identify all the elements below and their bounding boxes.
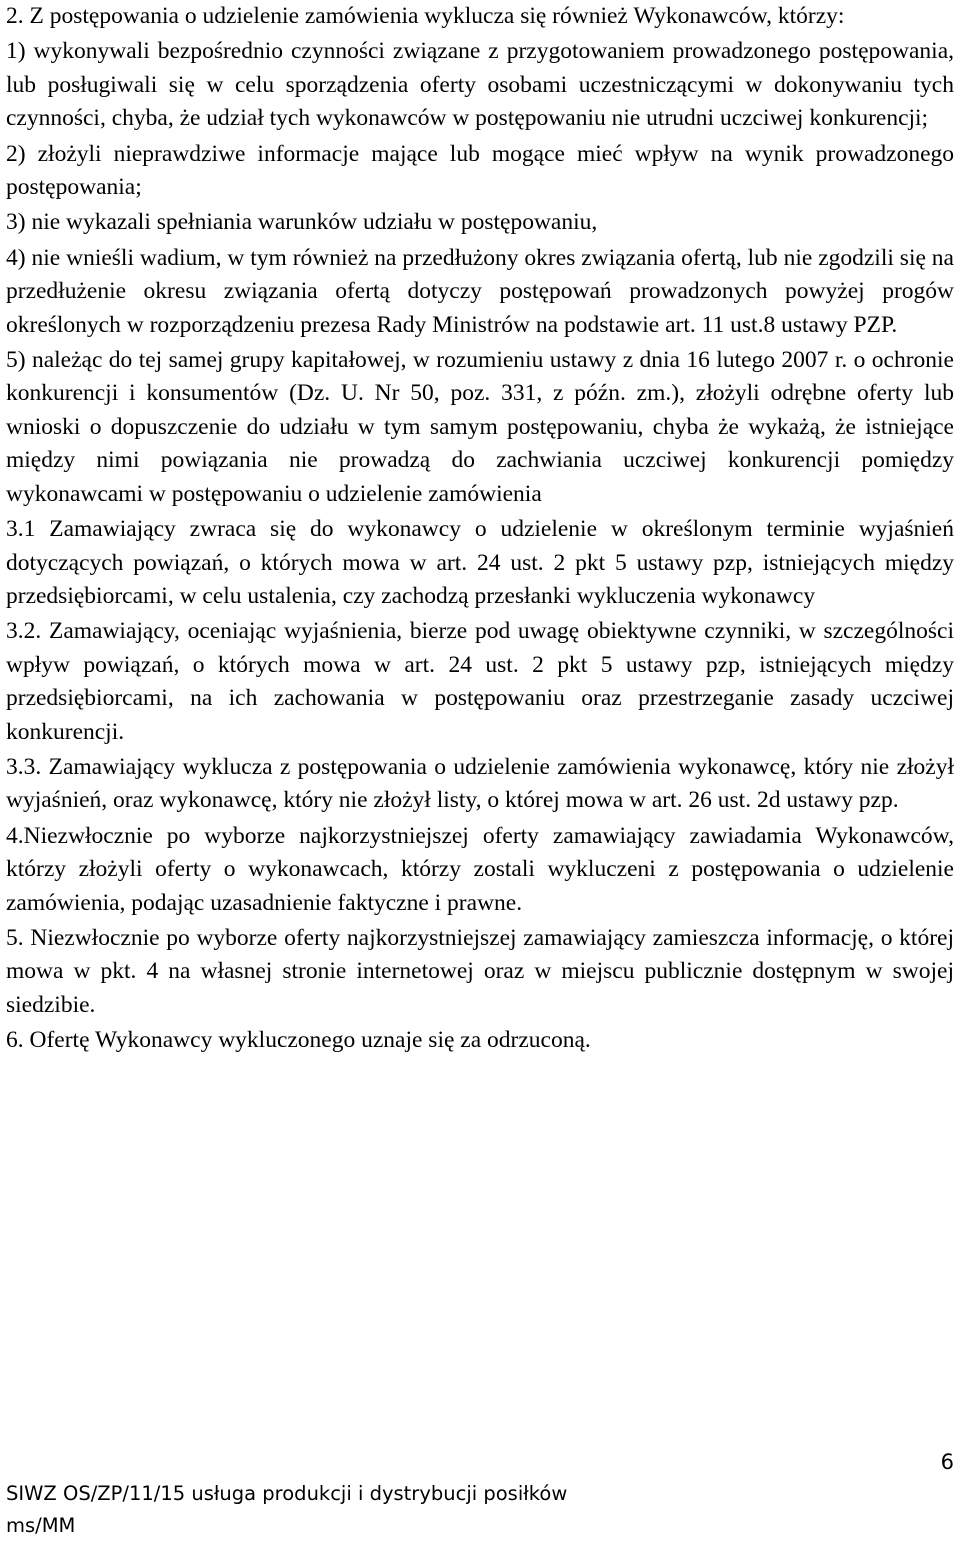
paragraph-item-5: 5) należąc do tej samej grupy kapitałowej, w rozumieniu ustawy z dnia 16 lutego 2007 r. o ochronie konkurencji i konsumentów (Dz. U. Nr 50, poz. 331, z późn. zm.), złożyli odrębne oferty lub wnioski o dopuszczenie do udziału w tym samym postępowaniu, chyba że wykażą, że istniejące między nimi powiązania nie prowadzą do zachwiania uczciwej konkurencji pomiędzy wykonawcami w postępowaniu o udzielenie zamówienia bbox=[6, 347, 954, 507]
footer-initials: ms/MM bbox=[6, 1514, 76, 1537]
footer bbox=[6, 1478, 567, 1542]
document-body bbox=[6, 0, 954, 1060]
paragraph-item-3: 3) nie wykazali spełniania warunków udziału w postępowaniu, bbox=[6, 209, 598, 236]
paragraph-5: 5. Niezwłocznie po wyborze oferty najkorzystniejszej zamawiający zamieszcza informację, o której mowa w pkt. 4 na własnej stronie internetowej oraz w miejscu publicznie dostępnym w swojej siedzibie. bbox=[6, 924, 954, 1018]
paragraph-2-intro: 2. Z postępowania o udzielenie zamówienia wyklucza się również Wykonawców, którzy: bbox=[6, 3, 845, 29]
paragraph-item-4: 4) nie wnieśli wadium, w tym również na przedłużony okres związania ofertą, lub nie zgodzili się na przedłużenie okresu związania ofertą dotyczy postępowań prowadzonych powyżej progów określonych w rozporządzeniu prezesa Rady Ministrów na podstawie art. 11 ust.8 ustawy PZP. bbox=[6, 244, 954, 338]
paragraph-3-3: 3.3. Zamawiający wyklucza z postępowania o udzielenie zamówienia wykonawcę, który nie złożył wyjaśnień, oraz wykonawcę, który nie złożył listy, o której mowa w art. 26 ust. 2d ustawy pzp. bbox=[6, 753, 954, 814]
paragraph-4: 4.Niezwłocznie po wyborze najkorzystniejszej oferty zamawiający zawiadamia Wykonawców, którzy złożyli oferty o wykonawcach, którzy zostali wykluczeni z postępowania o udzielenie zamówienia, podając uzasadnienie faktyczne i prawne. bbox=[6, 822, 954, 916]
paragraph-6: 6. Ofertę Wykonawcy wykluczonego uznaje się za odrzuconą. bbox=[6, 1027, 591, 1054]
paragraph-3-1: 3.1 Zamawiający zwraca się do wykonawcy o udzielenie w określonym terminie wyjaśnień dotyczących powiązań, o których mowa w art. 24 ust. 2 pkt 5 ustawy pzp, istniejących między przedsiębiorcami, w celu ustalenia, czy zachodzą przesłanki wykluczenia wykonawcy bbox=[6, 516, 954, 609]
page-number: 6 bbox=[940, 1450, 954, 1474]
paragraph-item-1: 1) wykonywali bezpośrednio czynności związane z przygotowaniem prowadzonego postępowania, lub posługiwali się w celu sporządzenia oferty osobami uczestniczącymi w dokonywaniu tych czynności, chyba, że udział tych wykonawców w postępowaniu nie utrudni uczciwej konkurencji; bbox=[6, 38, 954, 132]
paragraph-item-2: 2) złożyli nieprawdziwe informacje mające lub mogące mieć wpływ na wynik prowadzonego postępowania; bbox=[6, 140, 954, 201]
footer-document-reference: SIWZ OS/ZP/11/15 usługa produkcji i dystrybucji posiłków bbox=[6, 1482, 568, 1505]
paragraph-3-2: 3.2. Zamawiający, oceniając wyjaśnienia, bierze pod uwagę obiektywne czynniki, w szczególności wpływ powiązań, o których mowa w art. 24 ust. 2 pkt 5 ustawy pzp, istniejących między przedsiębiorcami, na ich zachowania w postępowaniu oraz przestrzeganie zasady uczciwej konkurencji. bbox=[6, 618, 954, 745]
